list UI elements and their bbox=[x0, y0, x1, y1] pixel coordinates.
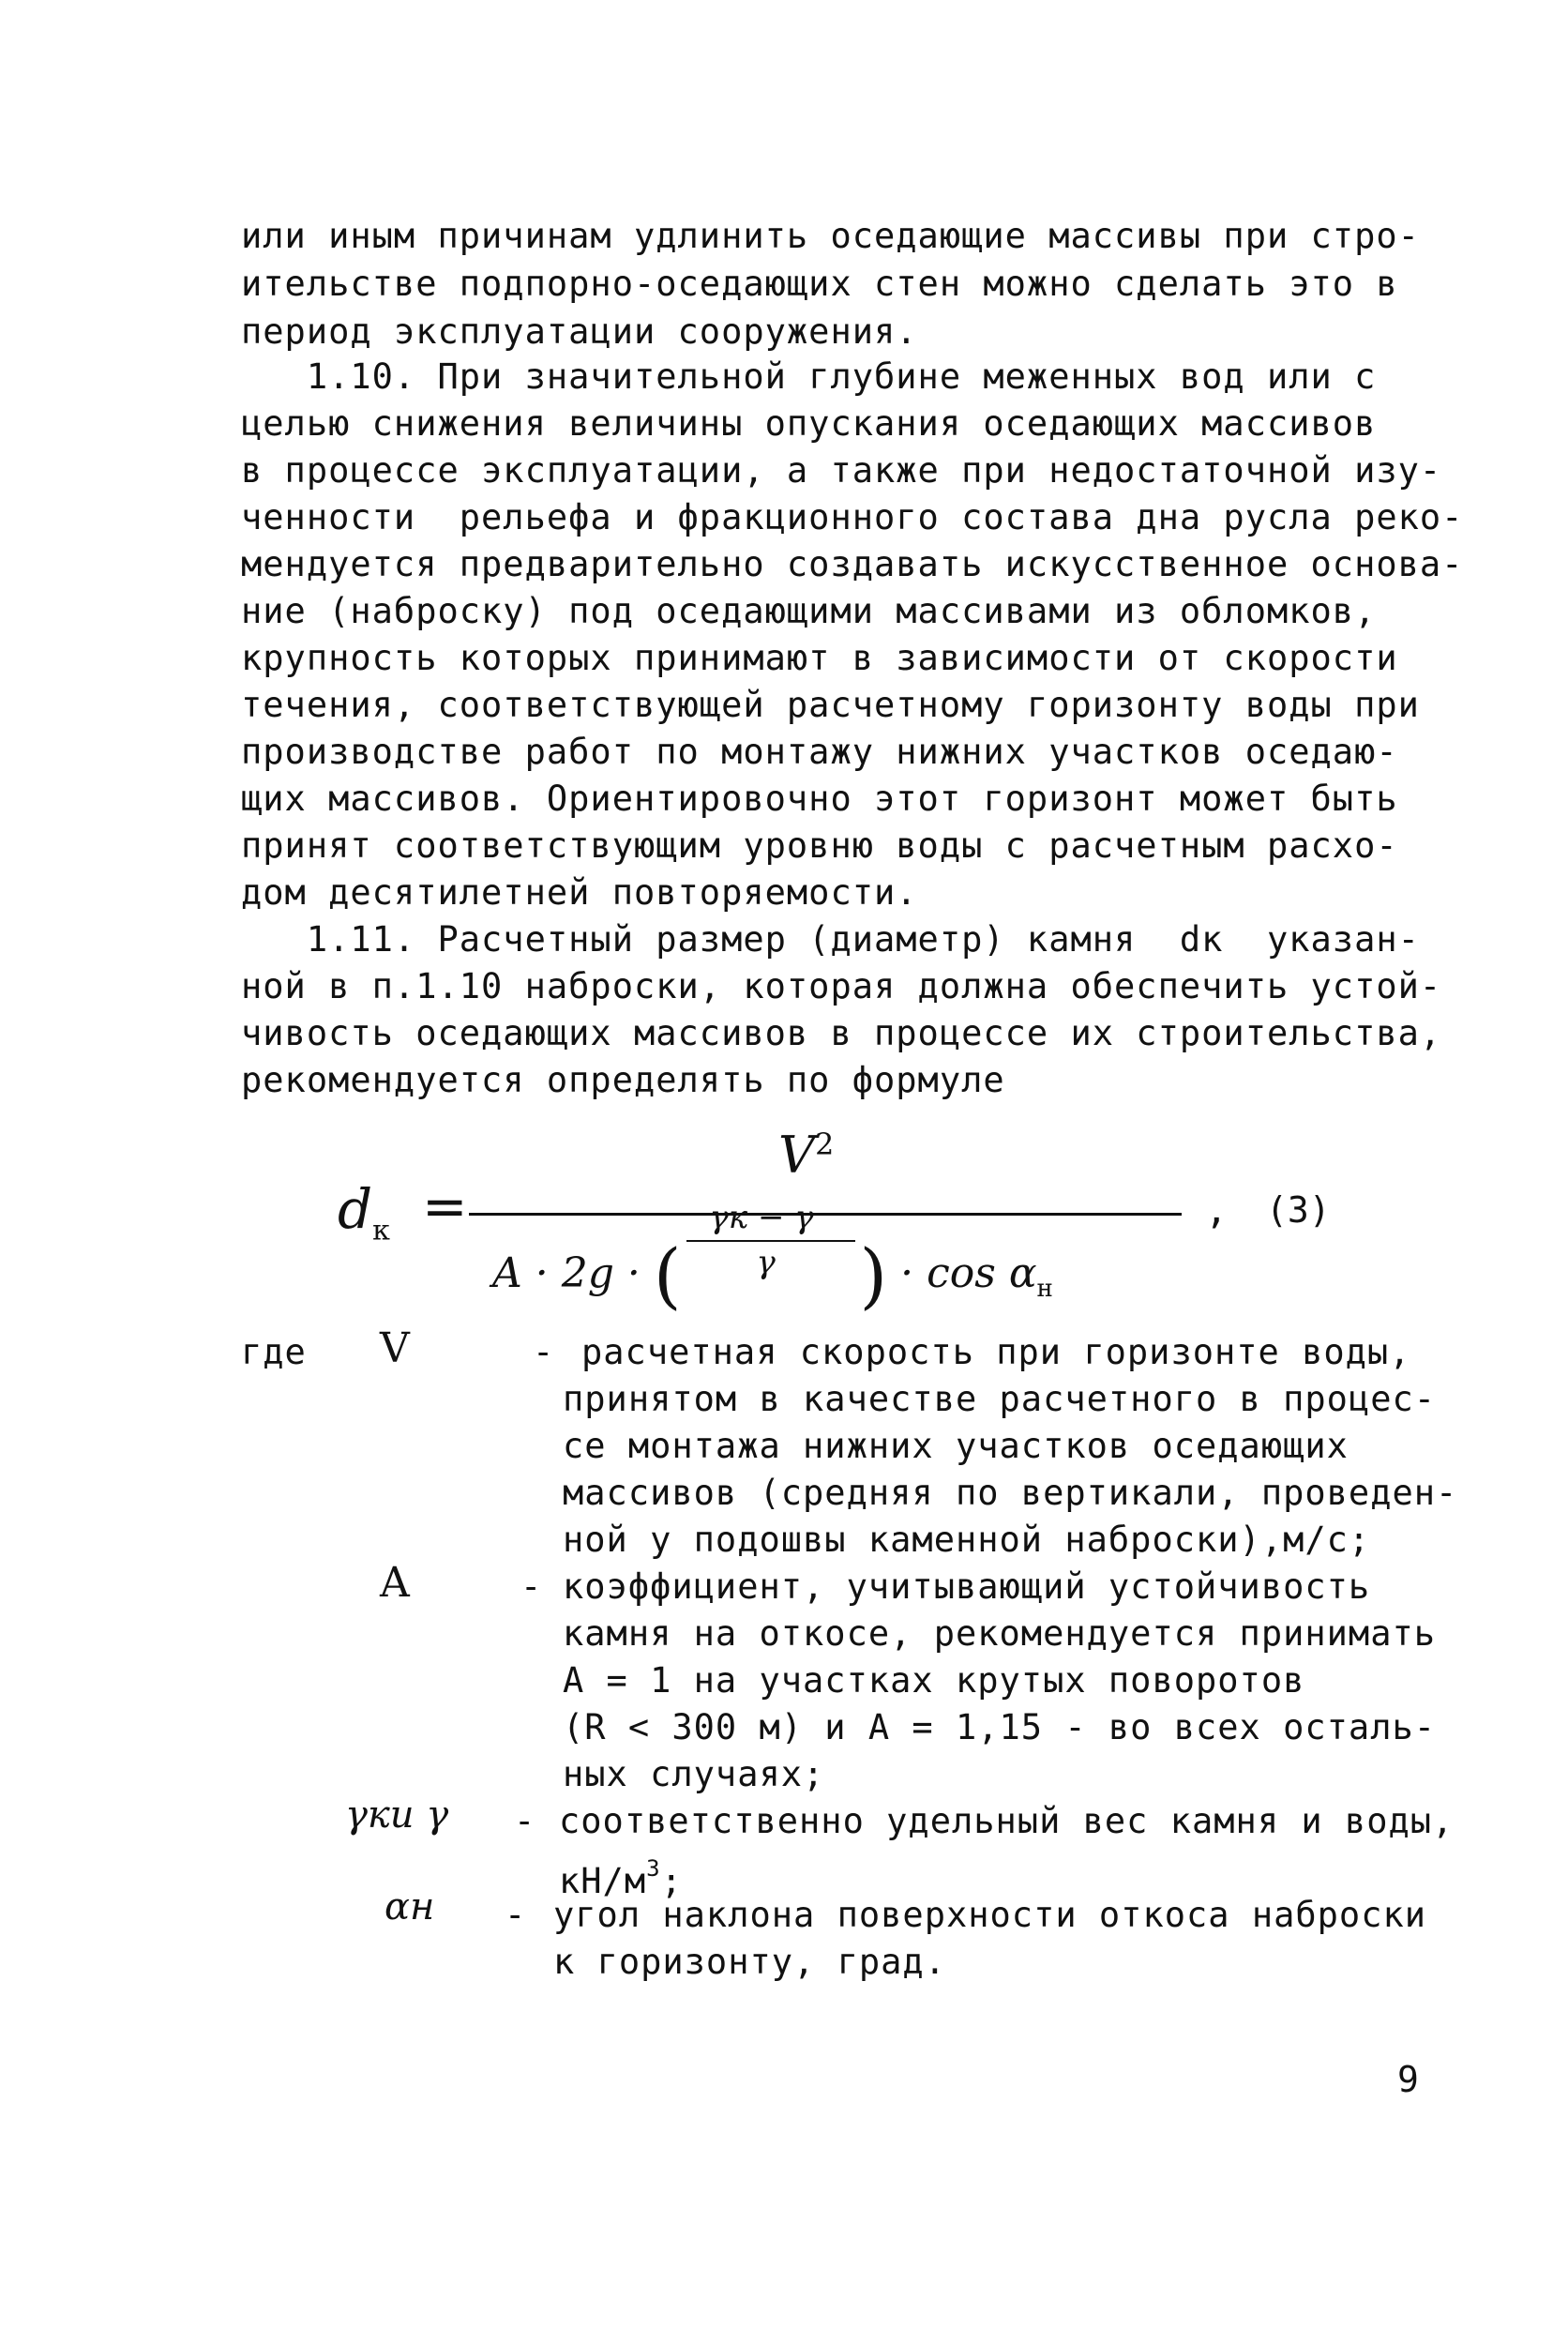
numerator-symbol: V bbox=[778, 1126, 815, 1185]
symbol-a: A bbox=[380, 1559, 410, 1607]
formula-equals: = bbox=[422, 1174, 468, 1238]
text-line: 1.11. Расчетный размер (диаметр) камня dк указан- bbox=[241, 919, 1420, 960]
definition-line: камня на откосе, рекомендуется принимать bbox=[563, 1613, 1437, 1654]
inner-numerator: γк − γ bbox=[709, 1199, 814, 1236]
text-line: дом десятилетней повторяемости. bbox=[241, 872, 918, 913]
symbol-alpha: αн bbox=[384, 1885, 435, 1928]
text-line: или иным причинам удлинить оседающие массивы при стро- bbox=[241, 216, 1420, 256]
where-label: где bbox=[241, 1332, 307, 1372]
dash: - bbox=[520, 1566, 543, 1607]
denominator-suffix: · cos α bbox=[887, 1249, 1037, 1297]
denominator-suffix-subscript: н bbox=[1036, 1274, 1053, 1303]
symbol-gamma: γки γ bbox=[345, 1793, 449, 1837]
text-line: целью снижения величины опускания оседающих массивов bbox=[241, 403, 1377, 444]
text-line: производстве работ по монтажу нижних участков оседаю- bbox=[241, 732, 1398, 772]
text-line: мендуется предварительно создавать искусственное основа- bbox=[241, 544, 1464, 584]
formula-lhs-symbol: d bbox=[338, 1177, 373, 1241]
unit-tail: ; bbox=[660, 1861, 683, 1901]
text-line: крупность которых принимают в зависимости от скорости bbox=[241, 638, 1398, 678]
text-line: рекомендуется определять по формуле bbox=[241, 1060, 1005, 1100]
symbol-v: V bbox=[380, 1324, 410, 1372]
formula-numerator bbox=[778, 1126, 834, 1185]
text-line: ченности рельефа и фракционного состава дна русла реко- bbox=[241, 497, 1464, 537]
definition-line: ных случаях; bbox=[563, 1754, 825, 1794]
denominator-prefix: A · 2g · bbox=[492, 1249, 654, 1297]
text-line: 1.10. При значительной глубине меженных вод или с bbox=[241, 356, 1377, 397]
fraction-bar bbox=[469, 1213, 1182, 1216]
text-line: период эксплуатации сооружения. bbox=[241, 311, 918, 352]
formula-denominator bbox=[492, 1199, 1053, 1317]
formula-lhs bbox=[338, 1177, 390, 1248]
definition-line: массивов (средняя по вертикали, проведен- bbox=[563, 1473, 1458, 1513]
text-line: ительстве подпорно-оседающих стен можно сделать это в bbox=[241, 264, 1398, 304]
text-line: щих массивов. Ориентировочно этот горизонт может быть bbox=[241, 779, 1398, 819]
definition-line: (R < 300 м) и A = 1,15 - во всех осталь- bbox=[563, 1707, 1437, 1747]
dash: - bbox=[505, 1895, 527, 1935]
close-paren: ) bbox=[859, 1233, 888, 1317]
dash: - bbox=[514, 1801, 536, 1841]
unit-exponent: 3 bbox=[646, 1855, 661, 1882]
dash: - bbox=[533, 1332, 555, 1372]
text-line: ной в п.1.10 наброски, которая должна обеспечить устой- bbox=[241, 966, 1442, 1006]
definition-line: коэффициент, учитывающий устойчивость bbox=[563, 1566, 1371, 1607]
formula-comma: , bbox=[1205, 1189, 1229, 1233]
text-line: принят соответствующим уровню воды с расчетным расхо- bbox=[241, 825, 1398, 866]
text-line: ние (наброску) под оседающими массивами из обломков, bbox=[241, 591, 1377, 631]
formula-lhs-subscript: к bbox=[372, 1214, 390, 1248]
formula-3 bbox=[328, 1116, 1360, 1317]
text-line: в процессе эксплуатации, а также при недостаточной изу- bbox=[241, 450, 1442, 491]
definition-line: принятом в качестве расчетного в процес- bbox=[563, 1379, 1437, 1419]
equation-number: (3) bbox=[1266, 1189, 1331, 1231]
text-line: чивость оседающих массивов в процессе их строительства, bbox=[241, 1013, 1442, 1053]
unit-text: кН/м bbox=[559, 1861, 647, 1901]
page-number: 9 bbox=[1397, 2059, 1419, 2100]
definition-line: ной у подошвы каменной наброски),м/с; bbox=[563, 1520, 1371, 1560]
numerator-exponent: 2 bbox=[815, 1127, 835, 1162]
inner-fraction-bar bbox=[686, 1240, 855, 1242]
definition-line: A = 1 на участках крутых поворотов bbox=[563, 1660, 1305, 1701]
definition-line: угол наклона поверхности откоса наброски bbox=[553, 1895, 1427, 1935]
definition-line: расчетная скорость при горизонте воды, bbox=[581, 1332, 1411, 1372]
text-line: течения, соответствующей расчетному горизонту воды при bbox=[241, 685, 1420, 725]
inner-fraction bbox=[682, 1199, 860, 1293]
definition-line: соответственно удельный вес камня и воды, bbox=[559, 1801, 1455, 1841]
open-paren: ( bbox=[653, 1233, 682, 1317]
inner-denominator: γ bbox=[756, 1244, 776, 1281]
definition-line: се монтажа нижних участков оседающих bbox=[563, 1426, 1349, 1466]
definition-line: к горизонту, град. bbox=[553, 1942, 946, 1982]
